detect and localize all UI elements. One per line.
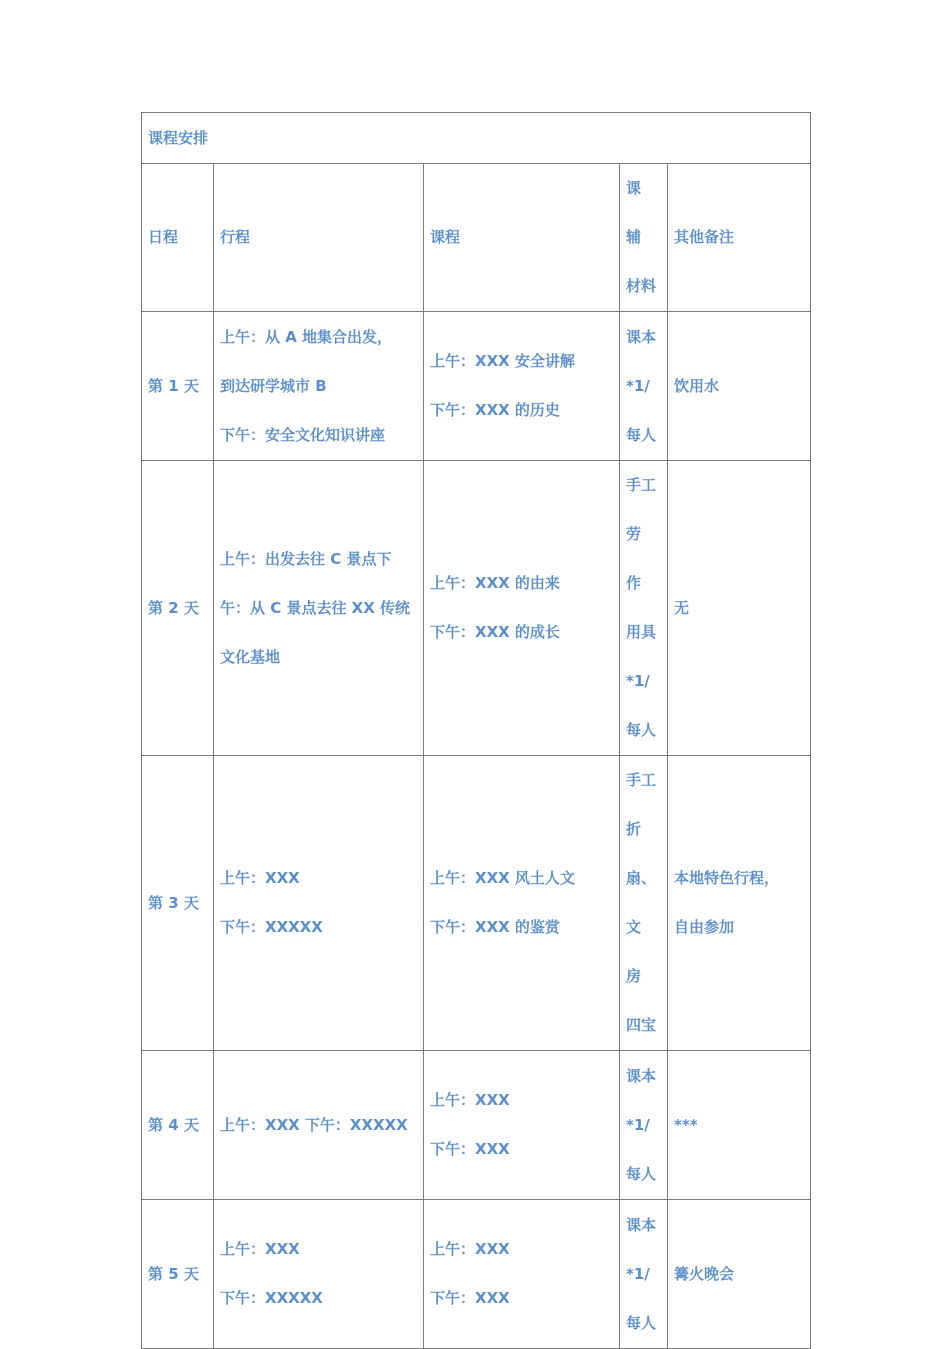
course-line: 上午：XXX bbox=[430, 1091, 510, 1109]
materials-line: 每人 bbox=[626, 1313, 657, 1332]
materials-line: 手工 bbox=[626, 771, 657, 789]
course-cell bbox=[424, 461, 620, 756]
itinerary-line: 上午：出发去往 C 景点下 bbox=[220, 549, 392, 568]
materials-cell bbox=[620, 756, 668, 1051]
day-cell: 第 5 天 bbox=[142, 1200, 214, 1349]
course-cell bbox=[424, 1051, 620, 1200]
itinerary-line: 上午：从 A 地集合出发， bbox=[220, 327, 393, 346]
course-cell bbox=[424, 312, 620, 461]
course-line: 上午：XXX bbox=[430, 1240, 510, 1258]
course-line: 下午：XXX bbox=[430, 1140, 510, 1158]
header-materials-line2: 材料 bbox=[626, 277, 657, 295]
course-line: 下午：XXX bbox=[430, 1289, 510, 1307]
materials-line: 折 bbox=[626, 820, 642, 838]
materials-line: 手工 bbox=[626, 476, 657, 494]
itinerary-line: 文化基地 bbox=[220, 647, 281, 666]
course-line: 下午：XXX 的历史 bbox=[430, 401, 560, 419]
materials-cell bbox=[620, 1051, 668, 1200]
course-cell bbox=[424, 1200, 620, 1349]
table-row bbox=[142, 1200, 811, 1349]
header-materials bbox=[620, 164, 668, 312]
materials-line: 扇、 bbox=[626, 869, 657, 887]
header-day: 日程 bbox=[142, 164, 214, 312]
notes-line: 本地特色行程， bbox=[674, 869, 780, 887]
materials-line: 每人 bbox=[626, 1164, 657, 1183]
itinerary-line: 下午：XXXXX bbox=[220, 1289, 323, 1307]
day-cell: 第 3 天 bbox=[142, 756, 214, 1051]
materials-cell bbox=[620, 461, 668, 756]
course-line: 下午：XXX 的成长 bbox=[430, 623, 560, 641]
materials-line: 每人 bbox=[626, 425, 657, 444]
header-course: 课程 bbox=[424, 164, 620, 312]
materials-cell bbox=[620, 312, 668, 461]
materials-line: 课本 bbox=[626, 1066, 657, 1085]
materials-line: 劳 作 bbox=[626, 525, 642, 592]
header-itinerary: 行程 bbox=[214, 164, 424, 312]
notes-cell: 饮用水 bbox=[668, 312, 811, 461]
materials-line: 文 房 bbox=[626, 918, 642, 985]
itinerary-line: 下午：XXXXX bbox=[220, 918, 323, 936]
materials-line: *1/ bbox=[626, 376, 650, 395]
itinerary-cell bbox=[214, 1200, 424, 1349]
schedule-table bbox=[141, 112, 811, 1349]
header-row bbox=[142, 164, 811, 312]
notes-cell: 篝火晚会 bbox=[668, 1200, 811, 1349]
header-materials-line1: 课 辅 bbox=[626, 179, 642, 246]
itinerary-line: 上午：XXX 下午：XXXXX bbox=[220, 1115, 408, 1134]
materials-cell bbox=[620, 1200, 668, 1349]
itinerary-line: 上午：XXX bbox=[220, 1240, 300, 1258]
materials-line: 课本 bbox=[626, 327, 657, 346]
materials-line: 用具 bbox=[626, 623, 657, 641]
day-cell: 第 2 天 bbox=[142, 461, 214, 756]
title-row bbox=[142, 113, 811, 164]
itinerary-line: 下午：安全文化知识讲座 bbox=[220, 425, 386, 444]
notes-cell bbox=[668, 756, 811, 1051]
course-cell bbox=[424, 756, 620, 1051]
table-row bbox=[142, 312, 811, 461]
course-line: 上午：XXX 安全讲解 bbox=[430, 352, 575, 370]
table-row bbox=[142, 461, 811, 756]
day-cell: 第 1 天 bbox=[142, 312, 214, 461]
materials-line: *1/ bbox=[626, 672, 650, 690]
itinerary-cell bbox=[214, 312, 424, 461]
table-row bbox=[142, 756, 811, 1051]
table-row bbox=[142, 1051, 811, 1200]
course-line: 下午：XXX 的鉴赏 bbox=[430, 918, 560, 936]
header-notes: 其他备注 bbox=[668, 164, 811, 312]
itinerary-line: 上午：XXX bbox=[220, 869, 300, 887]
table-title: 课程安排 bbox=[142, 113, 811, 164]
itinerary-cell bbox=[214, 756, 424, 1051]
itinerary-cell bbox=[214, 461, 424, 756]
notes-cell: *** bbox=[668, 1051, 811, 1200]
materials-line: *1/ bbox=[626, 1264, 650, 1283]
notes-line: 自由参加 bbox=[674, 918, 735, 936]
materials-line: 课本 bbox=[626, 1215, 657, 1234]
notes-cell: 无 bbox=[668, 461, 811, 756]
materials-line: 四宝 bbox=[626, 1016, 657, 1034]
itinerary-cell bbox=[214, 1051, 424, 1200]
materials-line: 每人 bbox=[626, 721, 657, 739]
course-line: 上午：XXX 风土人文 bbox=[430, 869, 575, 887]
materials-line: *1/ bbox=[626, 1115, 650, 1134]
day-cell: 第 4 天 bbox=[142, 1051, 214, 1200]
course-line: 上午：XXX 的由来 bbox=[430, 574, 560, 592]
itinerary-line: 到达研学城市 B bbox=[220, 376, 327, 395]
itinerary-line: 午：从 C 景点去往 XX 传统 bbox=[220, 598, 411, 617]
